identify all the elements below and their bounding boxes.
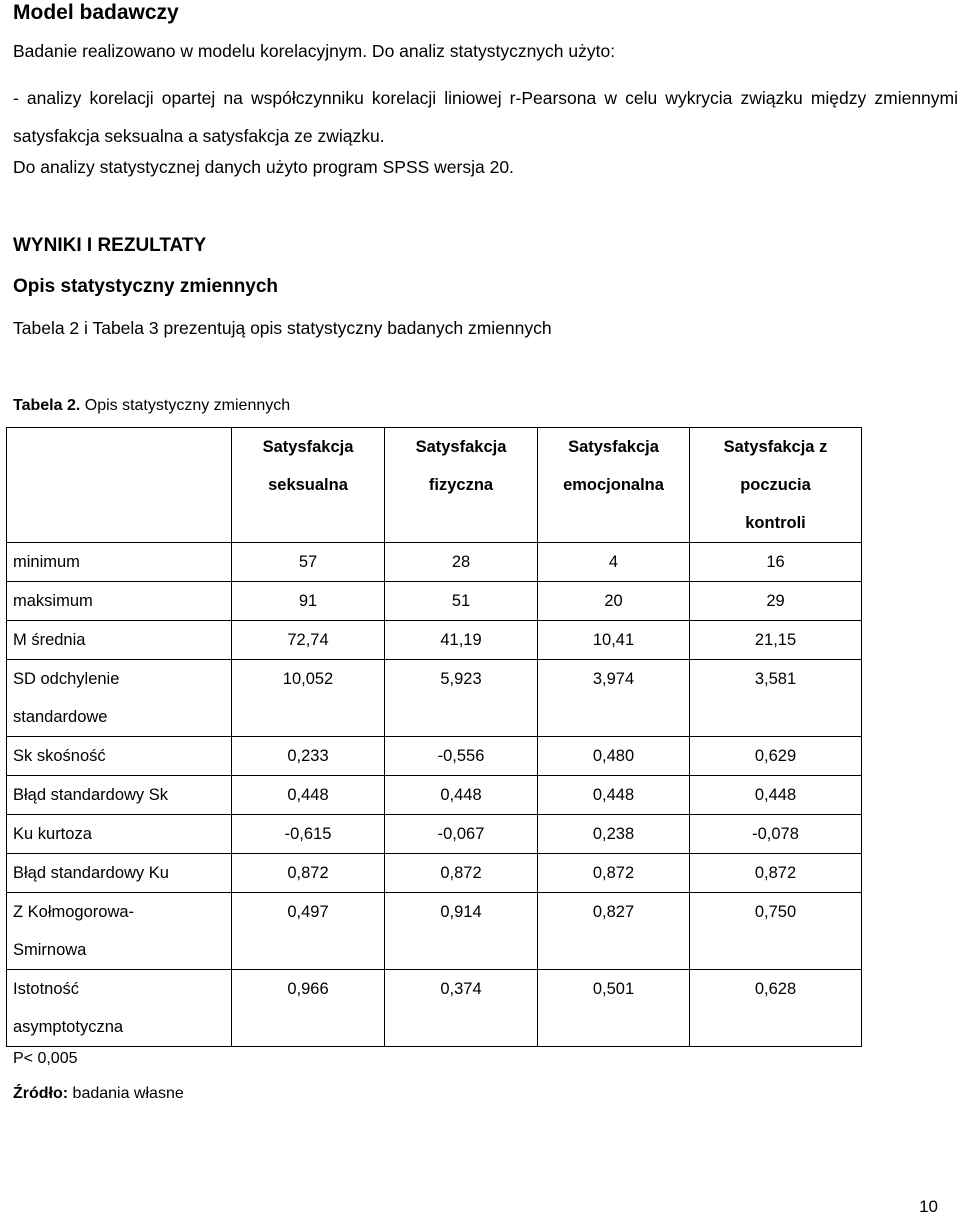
table-cell: 10,41 xyxy=(538,621,690,660)
table-row xyxy=(7,660,862,737)
table-cell: 0,914 xyxy=(385,893,538,970)
column-header-line: emocjonalna xyxy=(563,476,664,494)
paragraph-model-intro: Badanie realizowano w modelu korelacyjnym. Do analiz statystycznych użyto: xyxy=(13,41,616,61)
row-label: minimum xyxy=(7,543,232,582)
table-cell: 51 xyxy=(385,582,538,621)
table-cell: 5,923 xyxy=(385,660,538,737)
table-row xyxy=(7,970,862,1047)
column-header xyxy=(538,428,690,543)
row-label: Błąd standardowy Sk xyxy=(7,776,232,815)
table-row xyxy=(7,737,862,776)
row-label: maksimum xyxy=(7,582,232,621)
table-cell: -0,556 xyxy=(385,737,538,776)
column-header xyxy=(690,428,862,543)
row-label: SD odchylenie standardowe xyxy=(7,660,232,737)
column-header-line: Satysfakcja xyxy=(568,438,659,456)
section-heading-results: WYNIKI I REZULTATY xyxy=(13,235,207,256)
paragraph-spss: Do analizy statystycznej danych użyto program SPSS wersja 20. xyxy=(13,157,514,177)
table-cell: -0,067 xyxy=(385,815,538,854)
row-label: Istotność asymptotyczna xyxy=(7,970,232,1047)
table-cell: 0,872 xyxy=(538,854,690,893)
table-row xyxy=(7,893,862,970)
table-cell: 0,872 xyxy=(690,854,862,893)
table-cell: 57 xyxy=(232,543,385,582)
subheading-statistical-description: Opis statystyczny zmiennych xyxy=(13,276,279,297)
column-header-line: Satysfakcja xyxy=(415,438,507,456)
table-cell: 28 xyxy=(385,543,538,582)
row-label: Ku kurtoza xyxy=(7,815,232,854)
table-cell: 20 xyxy=(538,582,690,621)
column-header-line: seksualna xyxy=(268,476,348,494)
table-cell: 0,497 xyxy=(232,893,385,970)
table-cell: 0,750 xyxy=(690,893,862,970)
table-cell: 0,827 xyxy=(538,893,690,970)
table-cell: 3,581 xyxy=(690,660,862,737)
table-cell: 0,872 xyxy=(385,854,538,893)
table-cell: 0,374 xyxy=(385,970,538,1047)
table-row xyxy=(7,582,862,621)
row-label: M średnia xyxy=(7,621,232,660)
source-label: Źródło: xyxy=(13,1085,69,1102)
column-header-line: fizyczna xyxy=(428,476,494,494)
table-row xyxy=(7,776,862,815)
table-row xyxy=(7,854,862,893)
table-cell: 0,448 xyxy=(232,776,385,815)
table-cell: -0,078 xyxy=(690,815,862,854)
table-cell: 0,480 xyxy=(538,737,690,776)
table-cell: 91 xyxy=(232,582,385,621)
table-cell: 0,501 xyxy=(538,970,690,1047)
table-row xyxy=(7,815,862,854)
column-header xyxy=(232,428,385,543)
significance-note: P< 0,005 xyxy=(13,1050,78,1067)
source-note xyxy=(13,1084,184,1104)
section-heading-model: Model badawczy xyxy=(13,1,179,24)
table-cell: 0,628 xyxy=(690,970,862,1047)
table-header-row xyxy=(7,428,862,543)
table-caption-number: Tabela 2. xyxy=(13,397,81,414)
row-label: Sk skośność xyxy=(7,737,232,776)
table-row xyxy=(7,543,862,582)
table-cell: 0,448 xyxy=(385,776,538,815)
column-header-line: Satysfakcja z xyxy=(723,438,828,456)
table-cell: 0,448 xyxy=(690,776,862,815)
table-cell: 16 xyxy=(690,543,862,582)
table-cell: 21,15 xyxy=(690,621,862,660)
table-cell: -0,615 xyxy=(232,815,385,854)
statistics-table xyxy=(6,427,862,1047)
table-row xyxy=(7,621,862,660)
table-cell: 0,629 xyxy=(690,737,862,776)
table-cell: 41,19 xyxy=(385,621,538,660)
paragraph-tables-intro: Tabela 2 i Tabela 3 prezentują opis statystyczny badanych zmiennych xyxy=(13,318,552,338)
table-cell: 0,448 xyxy=(538,776,690,815)
page-number: 10 xyxy=(919,1197,938,1216)
row-label: Z Kołmogorowa- Smirnowa xyxy=(7,893,232,970)
table-cell: 10,052 xyxy=(232,660,385,737)
column-header xyxy=(385,428,538,543)
table-cell: 0,233 xyxy=(232,737,385,776)
column-header-line: Satysfakcja xyxy=(262,438,354,456)
paragraph-correlation-analysis: - analizy korelacji opartej na współczynniku korelacji liniowej r-Pearsona w celu wykrycia związku między zmiennymi satysfakcja seksualna a satysfakcja ze związku. xyxy=(13,88,958,146)
column-header-line: kontroli xyxy=(745,514,806,532)
table-cell: 0,966 xyxy=(232,970,385,1047)
table-header-empty xyxy=(7,428,232,543)
column-header-line: poczucia xyxy=(740,476,811,494)
table-caption-title: Opis statystyczny zmiennych xyxy=(80,397,291,414)
table-cell: 29 xyxy=(690,582,862,621)
table-cell: 3,974 xyxy=(538,660,690,737)
table-cell: 0,872 xyxy=(232,854,385,893)
table-cell: 72,74 xyxy=(232,621,385,660)
table-caption xyxy=(13,396,290,416)
source-text: badania własne xyxy=(68,1085,184,1102)
table-cell: 4 xyxy=(538,543,690,582)
table-cell: 0,238 xyxy=(538,815,690,854)
row-label: Błąd standardowy Ku xyxy=(7,854,232,893)
